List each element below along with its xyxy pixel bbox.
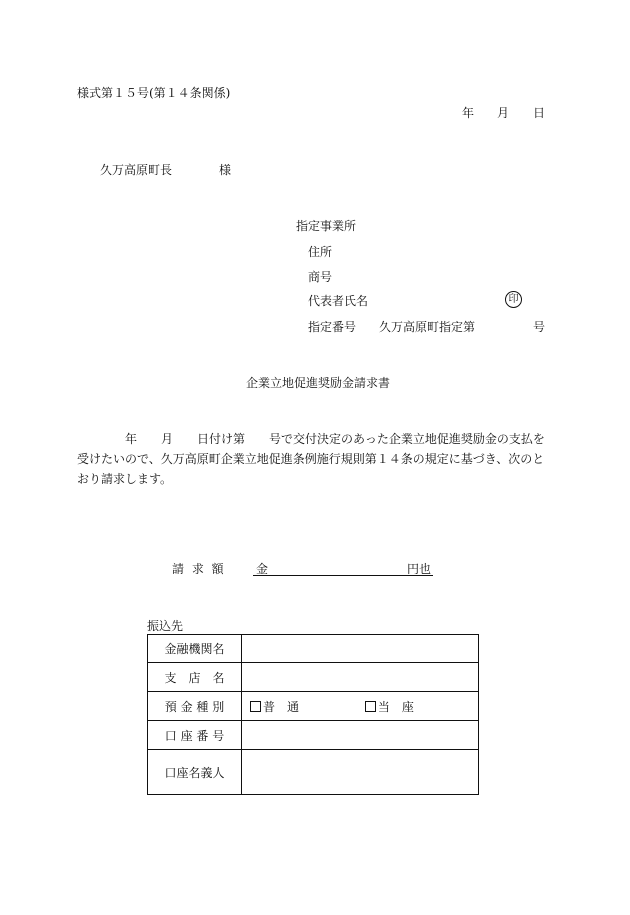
table-row bbox=[148, 721, 479, 750]
ordinary-option[interactable] bbox=[250, 700, 303, 714]
addressee-honorific: 様 bbox=[219, 163, 232, 177]
ordinary-label: 普 通 bbox=[263, 699, 300, 714]
branch-name-field[interactable] bbox=[242, 663, 479, 692]
account-type-field bbox=[242, 692, 479, 721]
document-title: 企業立地促進奨励金請求書 bbox=[246, 376, 391, 390]
form-number: 様式第１５号(第１４条関係) bbox=[77, 86, 231, 100]
branch-name-label: 支 店 名 bbox=[148, 663, 242, 692]
bank-name-field[interactable] bbox=[242, 635, 479, 663]
date-year: 年 bbox=[462, 106, 475, 120]
date-day: 日 bbox=[533, 106, 546, 120]
claim-label: 請 求 額 bbox=[172, 562, 226, 576]
representative-label: 代表者氏名 bbox=[308, 294, 369, 308]
account-type-label: 預 金 種 別 bbox=[148, 692, 242, 721]
account-holder-label: 口座名義人 bbox=[148, 750, 242, 795]
current-label: 当 座 bbox=[377, 699, 414, 714]
seal-mark: 印 bbox=[505, 291, 522, 308]
table-row bbox=[148, 663, 479, 692]
addressee-name: 久万高原町長 bbox=[100, 163, 173, 177]
designation-suffix: 号 bbox=[533, 320, 546, 334]
designation-number-label: 指定番号 bbox=[308, 320, 357, 334]
ordinary-checkbox[interactable] bbox=[250, 701, 261, 712]
bank-name-label: 金融機関名 bbox=[148, 635, 242, 663]
current-checkbox[interactable] bbox=[365, 701, 376, 712]
table-row bbox=[148, 750, 479, 795]
account-number-field[interactable] bbox=[242, 721, 479, 750]
account-holder-field[interactable] bbox=[242, 750, 479, 795]
table-row bbox=[148, 635, 479, 663]
date-month: 月 bbox=[497, 106, 510, 120]
account-number-label: 口 座 番 号 bbox=[148, 721, 242, 750]
trade-name-label: 商号 bbox=[308, 270, 333, 284]
table-row bbox=[148, 692, 479, 721]
applicant-heading: 指定事業所 bbox=[296, 219, 357, 233]
designation-prefix: 久万高原町指定第 bbox=[379, 320, 476, 334]
current-option[interactable] bbox=[365, 700, 414, 714]
claim-prefix: 金 bbox=[256, 562, 269, 576]
claim-amount-line bbox=[253, 575, 433, 576]
body-paragraph: 年 月 日付け第 号で交付決定のあった企業立地促進奨励金の支払を受けたいので、久万高原町企業立地促進条例施行規則第１４条の規定に基づき、次のとおり請求します。 bbox=[77, 432, 545, 486]
address-label: 住所 bbox=[308, 245, 333, 259]
claim-unit: 円也 bbox=[407, 562, 432, 576]
bank-table bbox=[147, 634, 479, 795]
bank-heading: 振込先 bbox=[147, 619, 184, 633]
